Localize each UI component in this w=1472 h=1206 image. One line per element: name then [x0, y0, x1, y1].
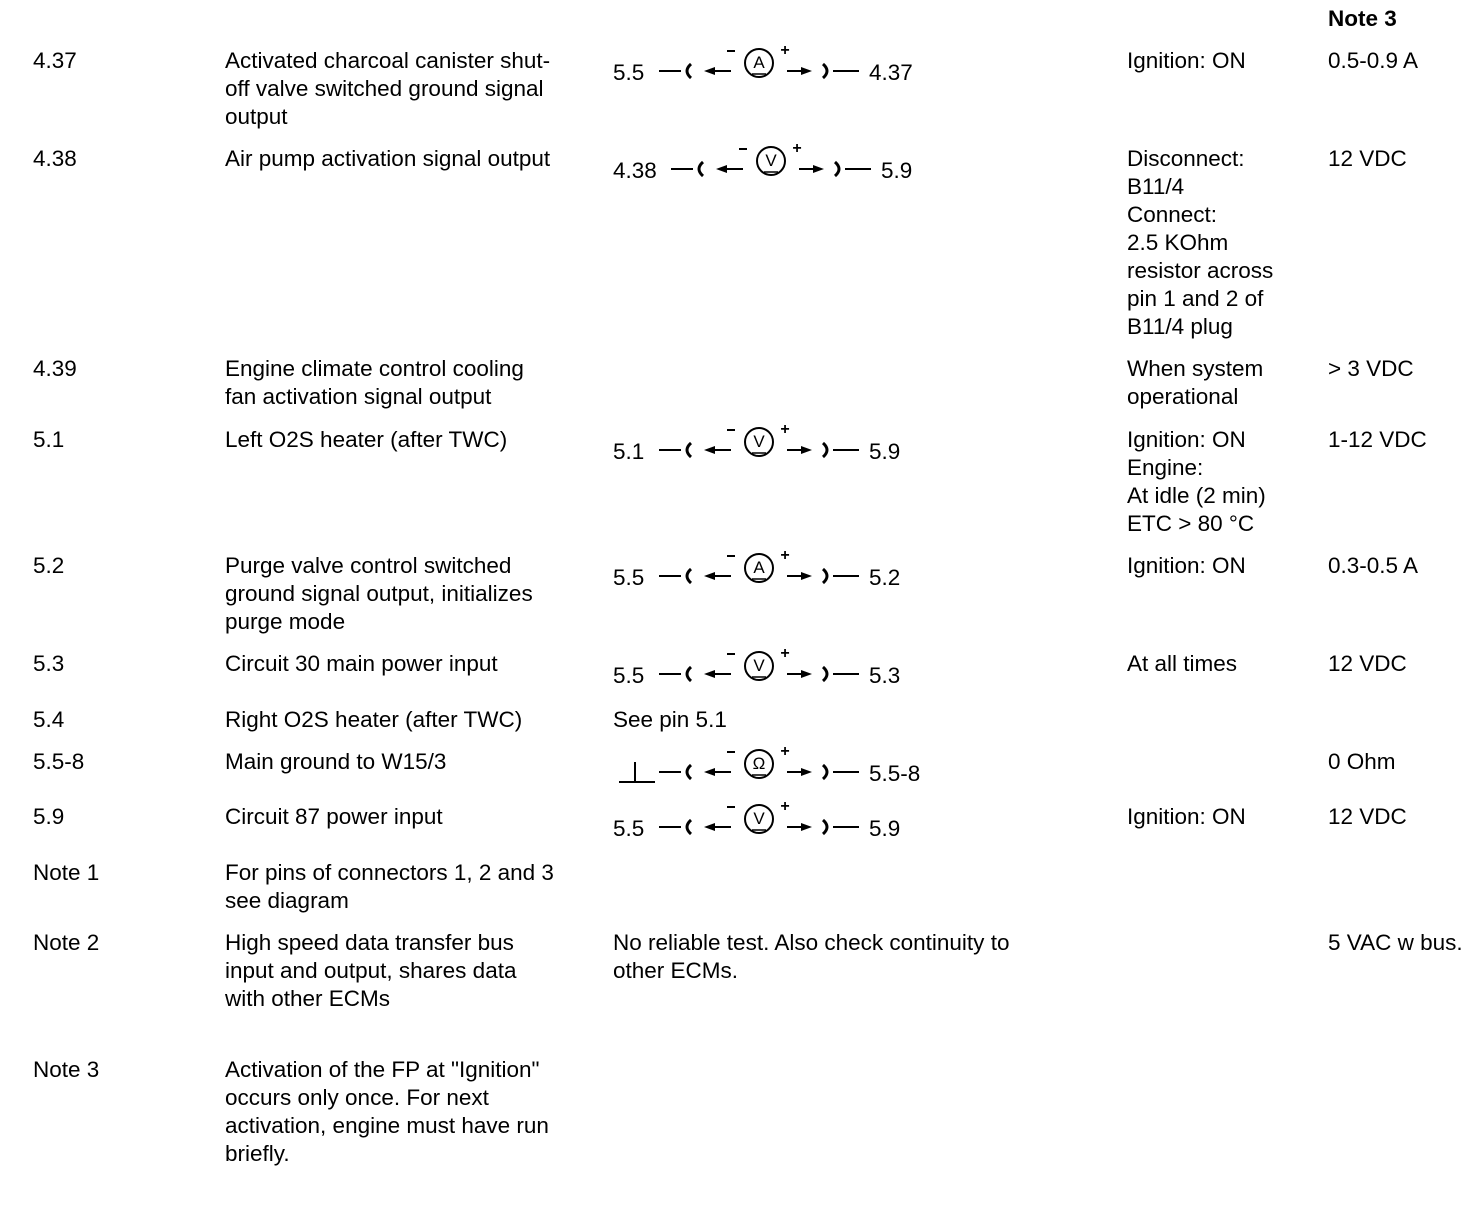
svg-text:+: + [780, 743, 790, 760]
meter-right-pin: 5.9 [869, 439, 901, 464]
nominal-value: > 3 VDC [1328, 356, 1414, 381]
voltmeter-symbol-icon [671, 140, 871, 185]
svg-text:+: + [780, 798, 790, 815]
note-text: Activation of the FP at "Ignition" occurs only once. For next activation, engine must have run briefly. [225, 1057, 549, 1166]
svg-text:V: V [753, 809, 765, 828]
voltmeter-diagram [613, 140, 933, 185]
meter-left-pin: 5.5 [613, 816, 645, 841]
test-condition: Ignition: ON Engine: At idle (2 min) ETC > 80 °C [1127, 427, 1266, 536]
ammeter-symbol-icon [659, 42, 859, 87]
voltmeter-diagram [613, 645, 933, 690]
test-condition: When system operational [1127, 356, 1264, 409]
nominal-value: 0.3-0.5 A [1328, 553, 1419, 578]
ohmmeter-diagram [613, 743, 933, 788]
nominal-value: 5 VAC w bus. [1328, 930, 1463, 955]
pin-number: 5.2 [33, 553, 65, 578]
nominal-value: 12 VDC [1328, 146, 1407, 171]
svg-text:V: V [753, 432, 765, 451]
pin-number: 4.38 [33, 146, 77, 171]
pin-description: Circuit 87 power input [225, 804, 443, 829]
pin-description: Left O2S heater (after TWC) [225, 427, 508, 452]
meter-right-pin: 5.9 [881, 158, 913, 183]
nominal-value: 0 Ohm [1328, 749, 1396, 774]
svg-text:+: + [780, 645, 790, 662]
note-label: Note 1 [33, 860, 100, 885]
pin-description: Air pump activation signal output [225, 146, 551, 171]
note-text: For pins of connectors 1, 2 and 3 see diagram [225, 860, 554, 913]
ammeter-diagram [613, 547, 933, 592]
test-condition: Ignition: ON [1127, 48, 1246, 73]
ohmmeter-symbol-icon [659, 743, 859, 788]
svg-text:V: V [753, 656, 765, 675]
svg-text:+: + [780, 421, 790, 438]
svg-text:+: + [780, 42, 790, 59]
test-condition: At all times [1127, 651, 1238, 676]
svg-text:+: + [780, 547, 790, 564]
svg-text:+: + [792, 140, 802, 157]
test-instruction: No reliable test. Also check continuity to other ECMs. [613, 930, 1010, 983]
meter-left-pin: 5.5 [613, 565, 645, 590]
voltmeter-symbol-icon [659, 645, 859, 690]
note-label: Note 2 [33, 930, 100, 955]
meter-left-pin: 5.5 [613, 60, 645, 85]
pin-description: Engine climate control cooling fan activation signal output [225, 356, 524, 409]
nominal-value: 12 VDC [1328, 651, 1407, 676]
meter-right-pin: 4.37 [869, 60, 913, 85]
nominal-value: 1-12 VDC [1328, 427, 1427, 452]
meter-left-pin: 5.1 [613, 439, 645, 464]
nominal-value: 12 VDC [1328, 804, 1407, 829]
pin-number: 5.3 [33, 651, 65, 676]
meter-right-pin: 5.3 [869, 663, 901, 688]
pin-description: Purge valve control switched ground signal output, initializes purge mode [225, 553, 533, 634]
test-condition: Disconnect: B11/4 Connect: 2.5 KOhm resistor across pin 1 and 2 of B11/4 plug [1127, 146, 1274, 339]
voltmeter-symbol-icon [659, 421, 859, 466]
pin-description: Right O2S heater (after TWC) [225, 707, 523, 732]
svg-text:A: A [753, 53, 765, 72]
pin-description: Main ground to W15/3 [225, 749, 447, 774]
note-text: High speed data transfer bus input and output, shares data with other ECMs [225, 930, 517, 1011]
pin-number: 5.1 [33, 427, 65, 452]
voltmeter-diagram [613, 421, 933, 466]
pin-number: 4.37 [33, 48, 77, 73]
pin-number: 5.5-8 [33, 749, 85, 774]
meter-left-pin: 4.38 [613, 158, 657, 183]
pin-description: Circuit 30 main power input [225, 651, 498, 676]
ground-symbol-icon [615, 748, 655, 788]
test-instruction: See pin 5.1 [613, 707, 727, 732]
meter-right-pin: 5.5-8 [869, 761, 921, 786]
meter-right-pin: 5.2 [869, 565, 901, 590]
svg-text:V: V [765, 151, 777, 170]
test-condition: Ignition: ON [1127, 804, 1246, 829]
meter-right-pin: 5.9 [869, 816, 901, 841]
note-label: Note 3 [33, 1057, 100, 1082]
ammeter-diagram [613, 42, 933, 87]
pin-number: 5.4 [33, 707, 65, 732]
column-header-note3: Note 3 [1328, 6, 1397, 31]
svg-text:Ω: Ω [752, 754, 766, 773]
pin-description: Activated charcoal canister shut- off valve switched ground signal output [225, 48, 551, 129]
nominal-value: 0.5-0.9 A [1328, 48, 1419, 73]
test-condition: Ignition: ON [1127, 553, 1246, 578]
svg-text:A: A [753, 558, 765, 577]
voltmeter-symbol-icon [659, 798, 859, 843]
meter-left-pin: 5.5 [613, 663, 645, 688]
pin-number: 4.39 [33, 356, 77, 381]
voltmeter-diagram [613, 798, 933, 843]
pin-number: 5.9 [33, 804, 65, 829]
ammeter-symbol-icon [659, 547, 859, 592]
